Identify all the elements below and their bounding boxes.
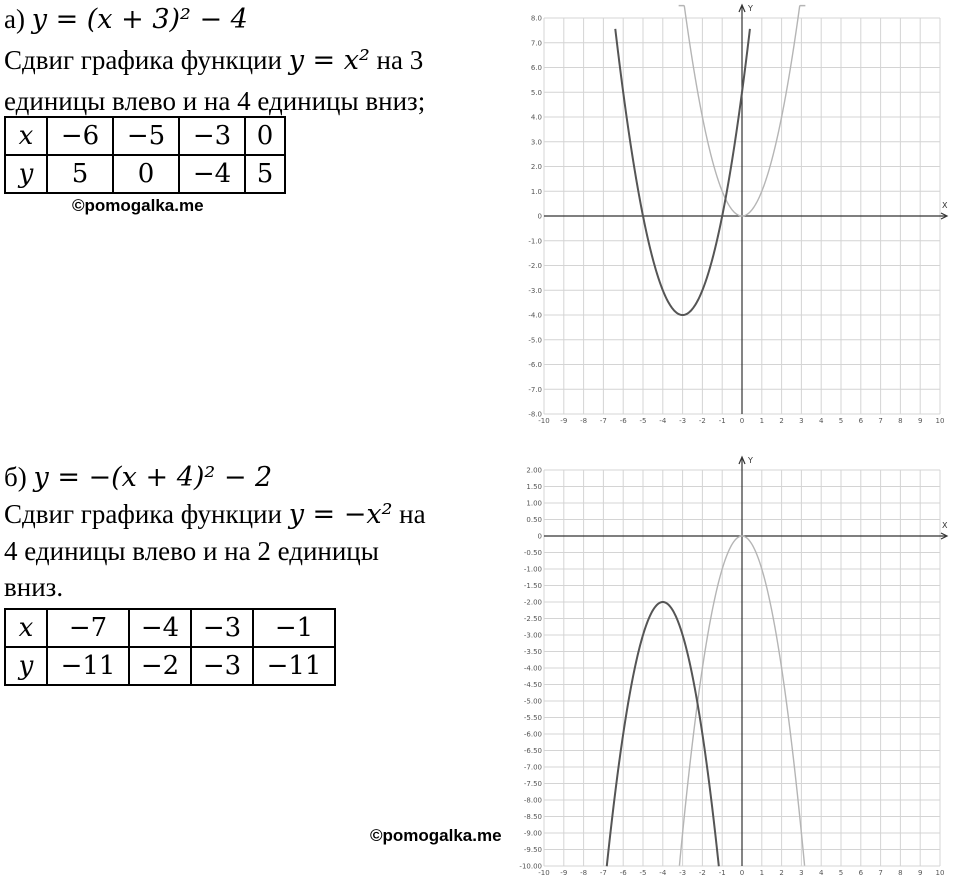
y-tick-label: 3.0: [530, 138, 542, 147]
y-tick-label: -5.0: [528, 336, 542, 345]
y-tick-label: 2.0: [530, 163, 542, 171]
y-tick-label: -10.00: [519, 862, 542, 871]
y-tick-label: 0.50: [526, 516, 542, 524]
y-tick-label: -4.50: [523, 681, 542, 689]
y-tick-label: -4.00: [523, 664, 542, 673]
y-tick-label: -0.50: [523, 549, 542, 557]
y-tick-label: -6.0: [528, 361, 542, 369]
part-b-text: [4, 462, 426, 602]
x-axis-label: X: [942, 521, 948, 530]
table-cell: −11: [253, 647, 335, 685]
x-tick-label: -5: [639, 417, 647, 425]
table-cell: −3: [191, 609, 253, 647]
x-tick-label: 5: [838, 417, 844, 425]
graph-b: [515, 452, 960, 880]
watermark-b: ©pomogalka.me: [370, 826, 502, 845]
part-a-table: [4, 116, 286, 194]
part-b-line1-text: Сдвиг графика функции: [4, 499, 282, 529]
x-tick-label: 7: [878, 869, 883, 877]
y-tick-label: -8.0: [528, 410, 542, 419]
x-tick-label: -9: [560, 869, 568, 877]
table-cell: −3: [179, 117, 245, 155]
y-tick-label: -1.00: [523, 565, 542, 574]
x-tick-label: 2: [779, 869, 784, 877]
y-tick-label: -8.50: [523, 813, 542, 821]
part-b-line3: вниз.: [4, 572, 64, 602]
y-tick-label: 1.0: [530, 187, 542, 196]
x-tick-label: 2: [779, 417, 784, 425]
x-tick-label: 10: [935, 869, 945, 877]
y-tick-label: -7.50: [523, 780, 542, 788]
y-tick-label: 4.0: [530, 113, 542, 122]
x-tick-label: -3: [679, 869, 687, 877]
y-tick-label: -3.00: [523, 631, 542, 640]
table-cell: −4: [129, 609, 191, 647]
y-tick-label: -6.00: [523, 730, 542, 739]
x-tick-label: -6: [619, 417, 627, 425]
table-cell: 5: [47, 155, 113, 193]
part-b-line1-suffix: на: [399, 499, 426, 529]
table-cell: y: [5, 647, 47, 685]
y-tick-label: 1.50: [526, 483, 542, 491]
y-tick-label: 5.0: [530, 88, 542, 97]
table-cell: x: [5, 609, 47, 647]
table-cell: 0: [245, 117, 285, 155]
x-axis-label: X: [942, 201, 948, 210]
graph-a: [515, 0, 960, 432]
y-tick-label: 0: [537, 532, 542, 541]
part-a-line1-formula: y = x²: [288, 45, 370, 76]
y-tick-label: -5.00: [523, 697, 542, 706]
x-tick-label: 8: [898, 869, 903, 877]
y-tick-label: -6.50: [523, 747, 542, 755]
y-tick-label: -2.00: [523, 598, 542, 607]
table-cell: −7: [47, 609, 129, 647]
x-tick-label: -7: [599, 869, 607, 877]
part-a-line1-text: Сдвиг графика функции: [4, 45, 282, 75]
x-tick-label: -8: [580, 869, 588, 877]
part-a-prefix: а): [4, 4, 25, 34]
x-tick-label: 9: [917, 417, 923, 425]
part-a-text: [4, 4, 425, 116]
x-tick-label: -4: [659, 417, 667, 425]
part-a-title: [4, 4, 425, 35]
x-tick-label: -10: [538, 417, 550, 425]
part-b-line1-formula: y = −x²: [288, 499, 393, 530]
part-b-prefix: б): [4, 462, 27, 492]
part-a-line1: [4, 45, 425, 76]
table-cell: −4: [179, 155, 245, 193]
table-cell: −11: [47, 647, 129, 685]
y-tick-label: -3.50: [523, 648, 542, 656]
table-cell: −6: [47, 117, 113, 155]
table-cell: y: [5, 155, 47, 193]
x-tick-label: 9: [917, 869, 923, 877]
part-b-formula: y = −(x + 4)² − 2: [33, 462, 273, 493]
part-b-title: [4, 462, 426, 493]
x-tick-label: -2: [698, 869, 706, 877]
x-tick-label: 3: [799, 417, 804, 425]
x-tick-label: 4: [818, 417, 824, 425]
x-tick-label: 10: [935, 417, 945, 425]
table-cell: 5: [245, 155, 285, 193]
table-row: [5, 155, 285, 193]
x-tick-label: -1: [718, 869, 726, 877]
table-cell: −1: [253, 609, 335, 647]
x-tick-label: 5: [838, 869, 844, 877]
x-tick-label: 1: [759, 417, 765, 425]
y-tick-label: -1.50: [523, 582, 542, 590]
table-row: [5, 647, 335, 685]
y-tick-label: 1.00: [526, 499, 542, 508]
y-tick-label: -2.0: [528, 262, 542, 270]
x-tick-label: -7: [599, 417, 607, 425]
y-tick-label: -8.00: [523, 796, 542, 805]
table-cell: −5: [113, 117, 179, 155]
part-b-line2: 4 единицы влево и на 2 единицы: [4, 536, 379, 566]
x-tick-label: 0: [739, 869, 745, 877]
table-row: [5, 117, 285, 155]
table-cell: 0: [113, 155, 179, 193]
y-tick-label: 2.00: [526, 466, 542, 475]
x-tick-label: 3: [799, 869, 804, 877]
x-tick-label: 6: [858, 869, 864, 877]
y-axis-label: Y: [748, 456, 753, 465]
y-tick-label: -9.50: [523, 846, 542, 854]
watermark-a: ©pomogalka.me: [72, 196, 204, 215]
y-tick-label: -1.0: [528, 237, 542, 246]
y-axis-label: Y: [748, 4, 753, 13]
x-tick-label: 8: [898, 417, 903, 425]
y-tick-label: -4.0: [528, 311, 542, 320]
x-tick-label: -5: [639, 869, 647, 877]
part-a-line1-suffix: на 3: [376, 45, 424, 75]
y-tick-label: -9.00: [523, 829, 542, 838]
table-row: [5, 609, 335, 647]
y-tick-label: 8.0: [530, 14, 542, 23]
y-tick-label: 7.0: [530, 39, 542, 48]
y-tick-label: -7.00: [523, 763, 542, 772]
x-tick-label: -10: [538, 869, 550, 877]
y-tick-label: -7.0: [528, 385, 542, 394]
x-tick-label: -1: [718, 417, 726, 425]
x-tick-label: -2: [698, 417, 706, 425]
y-tick-label: -5.50: [523, 714, 542, 722]
x-tick-label: 0: [739, 417, 745, 425]
y-tick-label: 6.0: [530, 64, 542, 72]
y-tick-label: -3.0: [528, 286, 542, 295]
x-tick-label: -4: [659, 869, 667, 877]
x-tick-label: 1: [759, 869, 765, 877]
x-tick-label: -6: [619, 869, 627, 877]
part-b-table: [4, 608, 336, 686]
x-tick-label: 6: [858, 417, 864, 425]
x-tick-label: 4: [818, 869, 824, 877]
part-b-line1: [4, 499, 426, 530]
part-a-line2: единицы влево и на 4 единицы вниз;: [4, 86, 426, 116]
x-tick-label: 7: [878, 417, 883, 425]
x-tick-label: -9: [560, 417, 568, 425]
table-cell: −3: [191, 647, 253, 685]
y-tick-label: 0: [537, 212, 542, 221]
x-tick-label: -8: [580, 417, 588, 425]
y-tick-label: -2.50: [523, 615, 542, 623]
table-cell: −2: [129, 647, 191, 685]
x-tick-label: -3: [679, 417, 687, 425]
table-cell: x: [5, 117, 47, 155]
part-a-formula: y = (x + 3)² − 4: [31, 4, 248, 35]
